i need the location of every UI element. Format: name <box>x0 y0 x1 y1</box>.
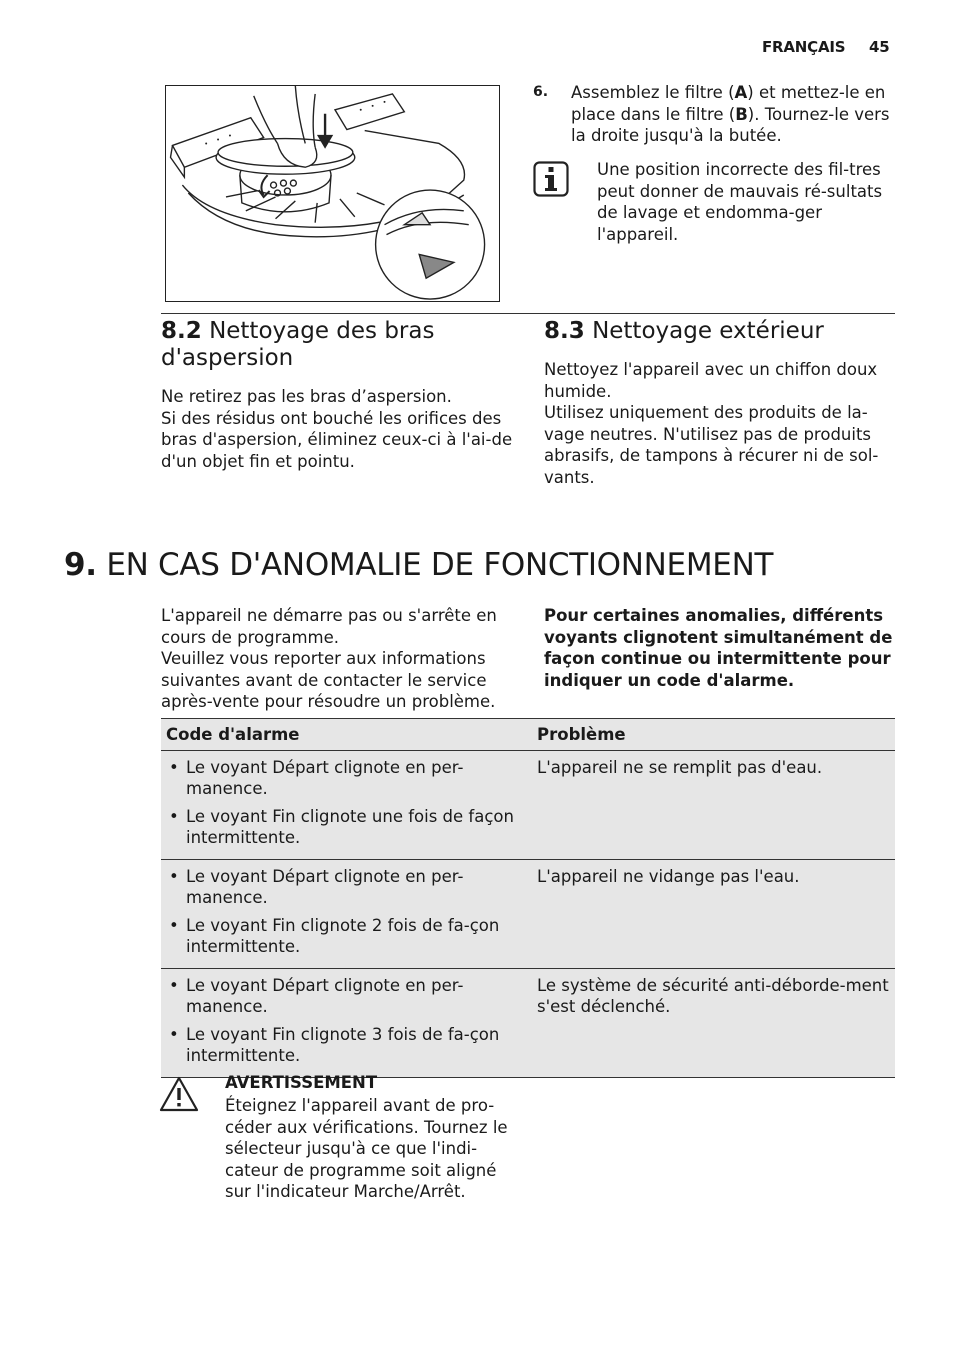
warning-title: AVERTISSEMENT <box>225 1073 378 1092</box>
warning-text: Éteignez l'appareil avant de pro-céder aux vérifications. Tournez le sélecteur jusqu'à ce que l'indi-cateur de programme soit aligné sur l'indicateur Marche/Arrêt. <box>225 1096 508 1201</box>
info-note-text: Une position incorrecte des fil-tres peut donner de mauvais ré-sultats de lavage et endomma-ger l'appareil. <box>597 160 883 244</box>
alarm-codes-cell <box>161 859 527 968</box>
alarm-codes-cell <box>161 968 527 1077</box>
problem-cell: L'appareil ne se remplit pas d'eau. <box>527 750 895 859</box>
problem-cell: L'appareil ne vidange pas l'eau. <box>527 859 895 968</box>
header-section: FRANÇAIS <box>762 38 846 56</box>
list-item: • Le voyant Départ clignote en per-manence. <box>166 975 522 1018</box>
section-9-bold-note: Pour certaines anomalies, différents voyants clignotent simultanément de façon continue ou intermittente pour indiquer un code d'alarme. <box>544 606 893 690</box>
alarm-codes-cell <box>161 750 527 859</box>
list-item: • Le voyant Fin clignote 3 fois de fa-çon intermittente. <box>166 1024 522 1067</box>
label-b: B <box>735 104 748 124</box>
section-8-3-heading: 8.3 Nettoyage extérieur <box>544 318 824 344</box>
table-row <box>161 968 895 1077</box>
warning-triangle-icon <box>159 1075 199 1113</box>
list-item: • Le voyant Départ clignote en per-manence. <box>166 757 522 800</box>
section-8-3-body: Nettoyez l'appareil avec un chiffon doux humide. Utilisez uniquement des produits de la-vage neutres. N'utilisez pas de produits abrasifs, de tampons à récurer ni de sol-vants. <box>544 360 879 487</box>
step-6 <box>533 82 893 147</box>
section-8-2-heading: 8.2 Nettoyage des bras d'aspersion <box>161 318 435 371</box>
table-row <box>161 859 895 968</box>
list-item: • Le voyant Départ clignote en per-manence. <box>166 866 522 909</box>
alarm-code-table <box>161 718 895 1078</box>
list-item: • Le voyant Fin clignote 2 fois de fa-çon intermittente. <box>166 915 522 958</box>
label-a: A <box>734 83 748 102</box>
filter-assembly-illustration <box>165 85 500 302</box>
section-8-2-body: Ne retirez pas les bras d’aspersion. Si des résidus ont bouché les orifices des bras d'aspersion, éliminez ceux-ci à l'ai-de d'un objet fin et pointu. <box>161 387 513 471</box>
step-number: 6. <box>533 84 549 100</box>
header-alarm-code: Code d'alarme <box>161 719 527 751</box>
filter-illustration-svg <box>166 86 499 301</box>
section-divider <box>161 313 895 314</box>
table-header-row <box>161 719 895 751</box>
list-item: • Le voyant Fin clignote une fois de façon intermittente. <box>166 806 522 849</box>
page-number: 45 <box>869 38 890 56</box>
step-6-text: Assemblez le filtre (A) et mettez-le en place dans le filtre (B). Tournez-le vers la droite jusqu'à la butée. <box>571 83 890 145</box>
section-9-heading: 9. EN CAS D'ANOMALIE DE FONCTIONNEMENT <box>64 547 774 583</box>
section-9-intro: L'appareil ne démarre pas ou s'arrête en cours de programme. Veuillez vous reporter aux informations suivantes avant de contacter le service après-vente pour résoudre un problème. <box>161 606 497 711</box>
header-problem: Problème <box>527 719 895 751</box>
problem-cell: Le système de sécurité anti-déborde-ment s'est déclenché. <box>527 968 895 1077</box>
info-icon <box>533 161 569 197</box>
table-row <box>161 750 895 859</box>
